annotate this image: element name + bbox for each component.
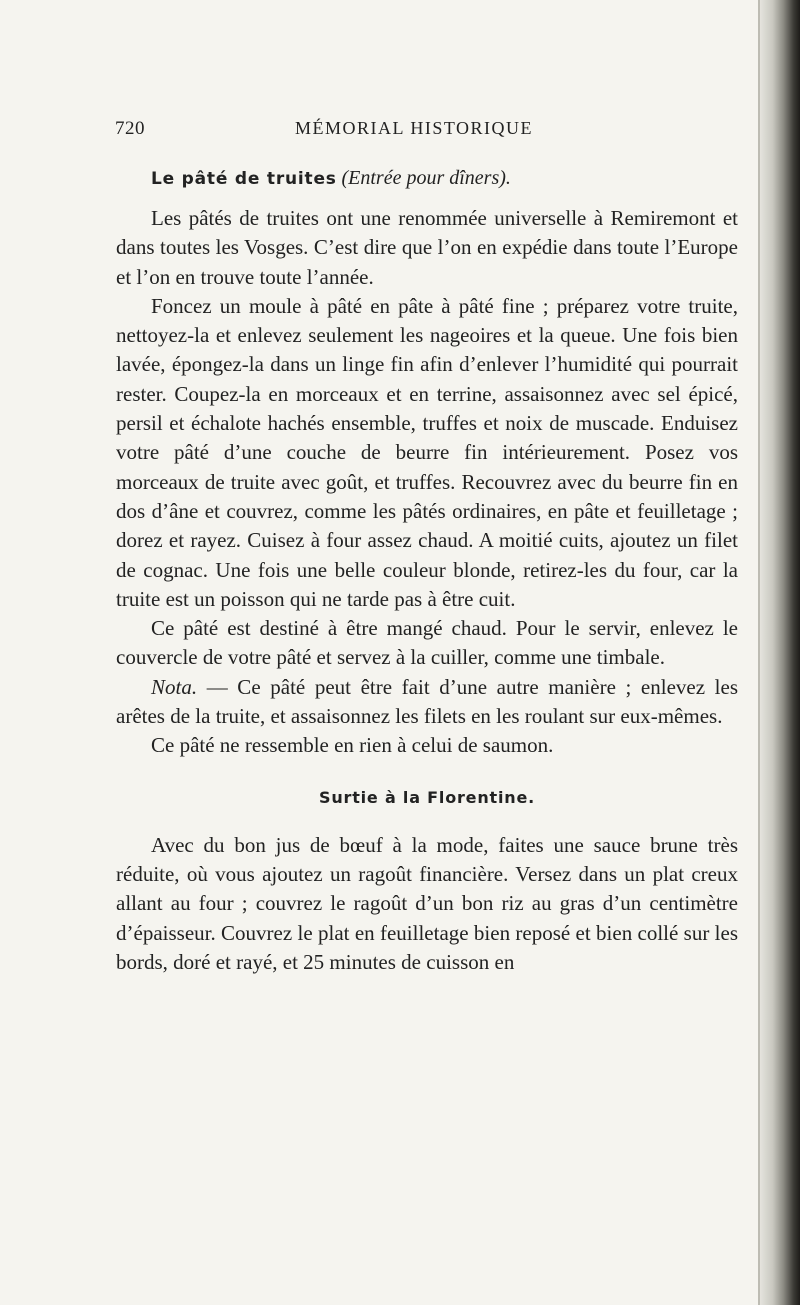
nota-label: Nota. bbox=[151, 674, 198, 699]
paragraph-intro: Les pâtés de truites ont une renommée universelle à Remiremont et dans toutes les Vosges. C’est dire que l’on en expédie dans toute l’Europe et l’on en trouve toute l’année. bbox=[116, 206, 738, 289]
paragraph-method: Foncez un moule à pâté en pâte à pâté fine ; préparez votre truite, nettoyez-la et enlevez seulement les nageoires et la queue. Une fois bien lavée, épongez-la dans un linge fin afin d’enlever l’humidité qui pourrait rester. Coupez-la en morceaux et en terrine, assaisonnez avec sel épicé, persil et échalote hachés ensemble, truffes et noix de muscade. Enduisez votre pâté d’une couche de beurre fin intérieurement. Posez vos morceaux de truite avec goût, et truffes. Recouvrez avec du beurre fin en dos d’âne et couvrez, comme les pâtés ordinaires, en pâte et feuilletage ; dorez et rayez. Cuisez à four assez chaud. A moitié cuits, ajoutez un filet de cognac. Une fois une belle couleur blonde, retirez-les du four, car la truite est un poisson qui ne tarde pas à être cuit. bbox=[116, 293, 738, 611]
page-number: 720 bbox=[115, 118, 145, 139]
recipe-title-pate-de-truites bbox=[116, 165, 738, 192]
recipe-subtitle: (Entrée pour dîners). bbox=[341, 167, 511, 189]
paragraph-surtie: Avec du bon jus de bœuf à la mode, faites une sauce brune très réduite, où vous ajoutez un ragoût financière. Versez dans un plat creux allant au four ; couvrez le ragoût d’un bon riz au gras d’un centimètre d’épaisseur. Couvrez le plat en feuilletage bien reposé et bien collé sur les bords, doré et rayé, et 25 minutes de cuisson en bbox=[116, 832, 738, 974]
recipe-title-text: Le pâté de truites bbox=[151, 169, 337, 189]
recipe-title-surtie: Surtie à la Florentine. bbox=[319, 787, 535, 807]
running-head bbox=[0, 118, 760, 142]
page-edge-line bbox=[758, 0, 760, 1305]
paragraph-serving: Ce pâté est destiné à être mangé chaud. Pour le servir, enlevez le couvercle de votre pâté et servez à la cuiller, comme une timbale. bbox=[116, 616, 738, 670]
page-body bbox=[116, 165, 738, 977]
paragraph-closing: Ce pâté ne ressemble en rien à celui de saumon. bbox=[151, 733, 554, 758]
book-gutter-shadow bbox=[758, 0, 800, 1305]
nota-text: — Ce pâté peut être fait d’une autre manière ; enlevez les arêtes de la truite, et assaisonnez les filets en les roulant sur eux-mêmes. bbox=[116, 674, 738, 729]
running-title: MÉMORIAL HISTORIQUE bbox=[295, 118, 533, 138]
paragraph-nota bbox=[116, 673, 738, 732]
